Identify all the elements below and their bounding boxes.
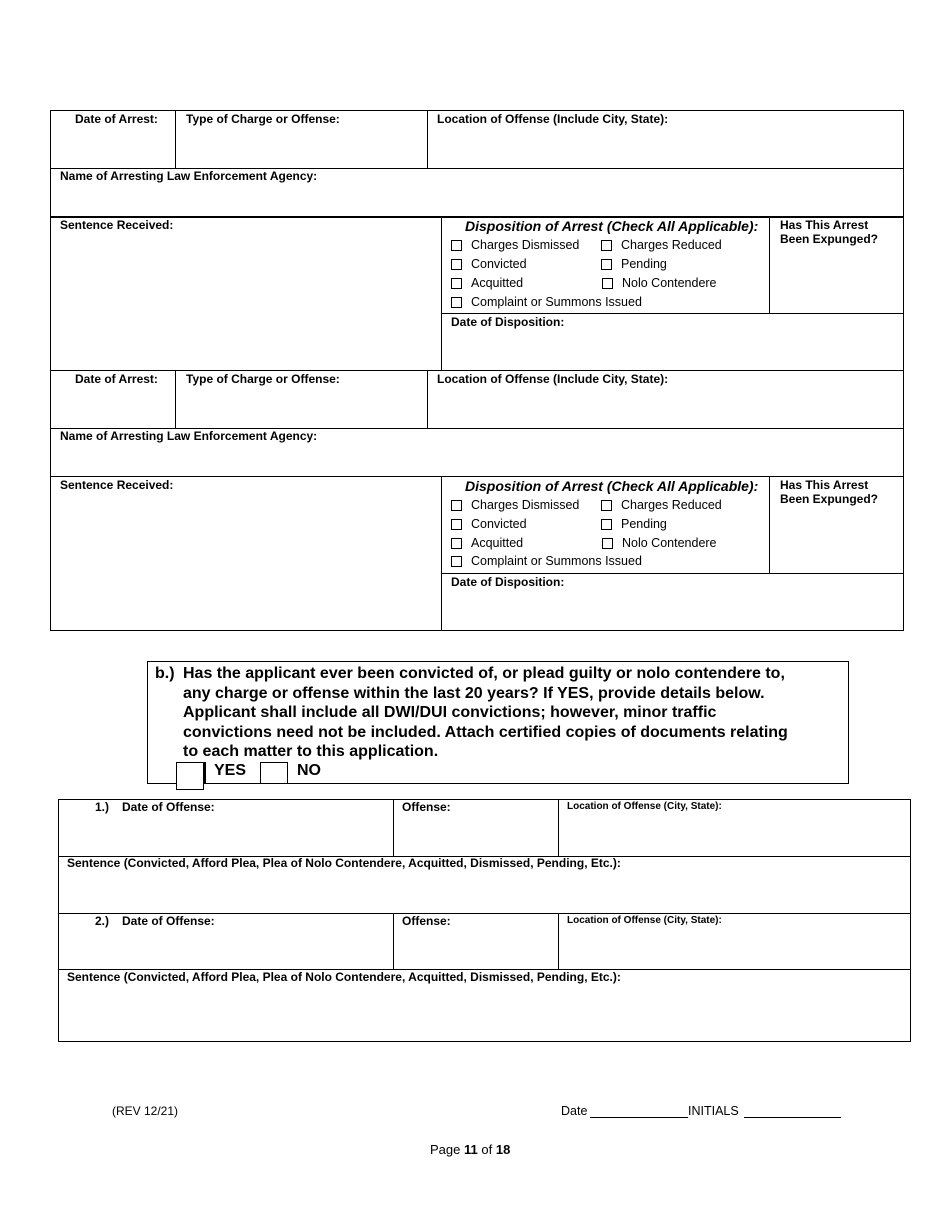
offense-field[interactable] [394, 929, 557, 969]
checkbox[interactable] [451, 556, 462, 567]
date-of-disposition-label: Date of Disposition: [451, 315, 565, 329]
page-total: 18 [495, 1142, 511, 1157]
sentence-label: Sentence (Convicted, Afford Plea, Plea of Nolo Contendere, Acquitted, Dismissed, Pending, Etc.): [67, 856, 621, 870]
option-charges-dismissed[interactable] [451, 238, 579, 252]
sentence-label: Sentence Received: [60, 218, 174, 232]
charge-type-field[interactable] [176, 386, 426, 427]
expunged-field[interactable] [770, 250, 902, 312]
initials-label: INITIALS [688, 1104, 739, 1118]
divider [441, 313, 904, 314]
offense-label: Offense: [402, 800, 451, 814]
checkbox[interactable] [601, 519, 612, 530]
disposition-title: Disposition of Arrest (Check All Applicable): [465, 478, 759, 494]
page-of: of [481, 1142, 493, 1157]
conviction-number: 2.) [95, 914, 110, 928]
checkbox[interactable] [451, 259, 462, 270]
option-complaint-summons[interactable] [451, 554, 642, 568]
yes-checkbox[interactable] [176, 762, 204, 790]
divider [204, 762, 206, 784]
option-acquitted[interactable] [451, 276, 523, 290]
page-prefix: Page [430, 1142, 461, 1157]
checkbox[interactable] [601, 259, 612, 270]
checkbox[interactable] [451, 538, 462, 549]
date-of-arrest-field[interactable] [51, 112, 174, 167]
sentence-field[interactable] [59, 871, 910, 913]
question-b-line-3: Applicant shall include all DWI/DUI convictions; however, minor traffic [183, 704, 717, 721]
offense-field[interactable] [394, 815, 557, 855]
date-label: Date [561, 1104, 588, 1118]
sentence-field[interactable] [51, 234, 439, 368]
expunged-field[interactable] [770, 510, 902, 572]
divider [50, 476, 904, 477]
no-checkbox[interactable] [260, 762, 288, 784]
expunged-label-line2: Been Expunged? [780, 492, 879, 506]
divider [50, 370, 904, 371]
checkbox[interactable] [451, 519, 462, 530]
date-of-disposition-field[interactable] [442, 330, 902, 369]
option-acquitted[interactable] [451, 536, 523, 550]
charge-type-field[interactable] [176, 126, 426, 167]
disposition-title: Disposition of Arrest (Check All Applicable): [465, 218, 759, 234]
option-nolo-contendere[interactable] [602, 536, 717, 550]
sentence-field[interactable] [59, 985, 910, 1041]
offense-label: Offense: [402, 914, 451, 928]
date-line[interactable] [590, 1117, 688, 1118]
option-label: Acquitted [471, 276, 524, 290]
option-pending[interactable] [601, 257, 667, 271]
question-b-line-2: any charge or offense within the last 20 years? If YES, provide details below. [183, 684, 765, 702]
offense-location-field[interactable] [559, 815, 910, 855]
option-label: Nolo Contendere [622, 276, 717, 290]
option-charges-reduced[interactable] [601, 238, 722, 252]
date-of-disposition-label: Date of Disposition: [451, 575, 565, 589]
expunged-label [780, 478, 878, 506]
question-b-line-1: Has the applicant ever been convicted of, or plead guilty or nolo contendere to, [183, 665, 785, 682]
date-of-offense-label: Date of Offense: [122, 800, 215, 814]
expunged-label-line2: Been Expunged? [780, 232, 879, 246]
offense-location-label: Location of Offense (City, State): [567, 915, 722, 926]
agency-field[interactable] [51, 184, 902, 216]
expunged-label [780, 218, 878, 246]
question-b-prefix: b.) [155, 665, 175, 682]
page-number [430, 1142, 510, 1157]
offense-location-field[interactable] [559, 929, 910, 969]
checkbox[interactable] [451, 278, 462, 289]
option-label: Convicted [471, 517, 527, 531]
date-of-offense-field[interactable] [59, 929, 392, 969]
option-label: Complaint or Summons Issued [471, 554, 642, 568]
date-of-arrest-label: Date of Arrest: [75, 372, 158, 386]
location-label: Location of Offense (Include City, State): [437, 112, 669, 126]
option-pending[interactable] [601, 517, 667, 531]
agency-label: Name of Arresting Law Enforcement Agency: [60, 429, 318, 443]
checkbox[interactable] [601, 500, 612, 511]
page-current: 11 [464, 1142, 478, 1157]
date-of-arrest-field[interactable] [51, 372, 174, 427]
yes-label: YES [214, 762, 247, 779]
charge-type-label: Type of Charge or Offense: [186, 372, 340, 386]
option-label: Charges Reduced [621, 238, 722, 252]
date-of-arrest-label: Date of Arrest: [75, 112, 158, 126]
checkbox[interactable] [451, 297, 462, 308]
checkbox[interactable] [602, 538, 613, 549]
question-b-line-5: to each matter to this application. [183, 743, 439, 760]
option-complaint-summons[interactable] [451, 295, 642, 309]
agency-label: Name of Arresting Law Enforcement Agency: [60, 169, 318, 183]
option-nolo-contendere[interactable] [602, 276, 717, 290]
initials-line[interactable] [744, 1117, 841, 1118]
no-label: NO [297, 762, 321, 779]
option-label: Complaint or Summons Issued [471, 295, 642, 309]
location-field[interactable] [428, 126, 902, 167]
option-label: Nolo Contendere [622, 536, 717, 550]
option-charges-dismissed[interactable] [451, 498, 579, 512]
location-label: Location of Offense (Include City, State): [437, 372, 669, 386]
option-charges-reduced[interactable] [601, 498, 722, 512]
sentence-label: Sentence Received: [60, 478, 174, 492]
date-of-disposition-field[interactable] [442, 590, 902, 629]
revision-label: (REV 12/21) [112, 1104, 179, 1118]
location-field[interactable] [428, 386, 902, 427]
question-b-line-4: convictions need not be included. Attach certified copies of documents relating [183, 723, 788, 741]
expunged-label-line1: Has This Arrest [780, 218, 869, 232]
option-label: Charges Dismissed [471, 238, 580, 252]
checkbox[interactable] [602, 278, 613, 289]
option-label: Acquitted [471, 536, 524, 550]
charge-type-label: Type of Charge or Offense: [186, 112, 340, 126]
expunged-label-line1: Has This Arrest [780, 478, 869, 492]
checkbox[interactable] [451, 240, 462, 251]
checkbox[interactable] [451, 500, 462, 511]
date-of-offense-field[interactable] [59, 815, 392, 855]
option-label: Pending [621, 517, 667, 531]
date-of-offense-label: Date of Offense: [122, 914, 215, 928]
divider [441, 573, 904, 574]
option-convicted[interactable] [451, 257, 527, 271]
offense-location-label: Location of Offense (City, State): [567, 801, 722, 812]
conviction-number: 1.) [95, 800, 110, 814]
option-convicted[interactable] [451, 517, 527, 531]
option-label: Charges Reduced [621, 498, 722, 512]
sentence-label: Sentence (Convicted, Afford Plea, Plea of Nolo Contendere, Acquitted, Dismissed, Pending, Etc.): [67, 970, 621, 984]
agency-field[interactable] [51, 444, 902, 476]
option-label: Pending [621, 257, 667, 271]
sentence-field[interactable] [51, 494, 439, 628]
checkbox[interactable] [601, 240, 612, 251]
option-label: Convicted [471, 257, 527, 271]
option-label: Charges Dismissed [471, 498, 580, 512]
